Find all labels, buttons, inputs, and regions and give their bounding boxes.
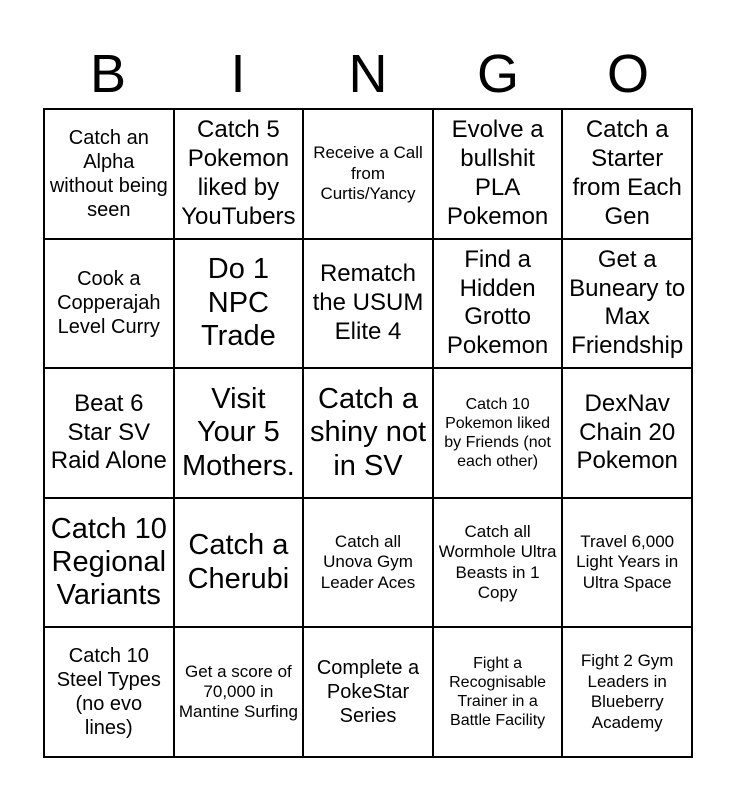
bingo-cell[interactable]: Beat 6 Star SV Raid Alone (44, 368, 174, 498)
bingo-grid (43, 108, 693, 758)
bingo-cell[interactable]: Catch an Alpha without being seen (44, 109, 174, 239)
bingo-cell[interactable]: Catch all Wormhole Ultra Beasts in 1 Copy (433, 498, 563, 628)
bingo-cell[interactable]: Travel 6,000 Light Years in Ultra Space (562, 498, 692, 628)
bingo-cell[interactable]: Catch 10 Regional Variants (44, 498, 174, 628)
bingo-cell[interactable]: Catch 5 Pokemon liked by YouTubers (174, 109, 304, 239)
bingo-cell[interactable]: Find a Hidden Grotto Pokemon (433, 239, 563, 369)
bingo-cell[interactable]: Receive a Call from Curtis/Yancy (303, 109, 433, 239)
bingo-cell[interactable]: Cook a Copperajah Level Curry (44, 239, 174, 369)
bingo-cell[interactable]: Fight a Recognisable Trainer in a Battle Facility (433, 627, 563, 757)
bingo-cell[interactable]: Evolve a bullshit PLA Pokemon (433, 109, 563, 239)
bingo-cell[interactable]: Catch a shiny not in SV (303, 368, 433, 498)
bingo-cell[interactable]: Do 1 NPC Trade (174, 239, 304, 369)
bingo-cell[interactable]: Catch 10 Steel Types (no evo lines) (44, 627, 174, 757)
header-letter-g: G (476, 44, 519, 104)
header-letter-b: B (89, 44, 127, 104)
bingo-cell[interactable]: Visit Your 5 Mothers. (174, 368, 304, 498)
bingo-cell[interactable]: Catch all Unova Gym Leader Aces (303, 498, 433, 628)
bingo-cell[interactable]: Rematch the USUM Elite 4 (303, 239, 433, 369)
header-letter-i: I (230, 44, 246, 104)
header-letter-n: N (348, 44, 388, 104)
bingo-cell[interactable]: Get a score of 70,000 in Mantine Surfing (174, 627, 304, 757)
bingo-header (43, 40, 693, 108)
bingo-cell[interactable]: DexNav Chain 20 Pokemon (562, 368, 692, 498)
bingo-cell[interactable]: Catch a Cherubi (174, 498, 304, 628)
bingo-cell[interactable]: Complete a PokeStar Series (303, 627, 433, 757)
bingo-cell[interactable]: Fight 2 Gym Leaders in Blueberry Academy (562, 627, 692, 757)
bingo-cell[interactable]: Catch 10 Pokemon liked by Friends (not each other) (433, 368, 563, 498)
bingo-cell[interactable]: Get a Buneary to Max Friendship (562, 239, 692, 369)
header-letter-o: O (606, 44, 649, 104)
bingo-cell[interactable]: Catch a Starter from Each Gen (562, 109, 692, 239)
